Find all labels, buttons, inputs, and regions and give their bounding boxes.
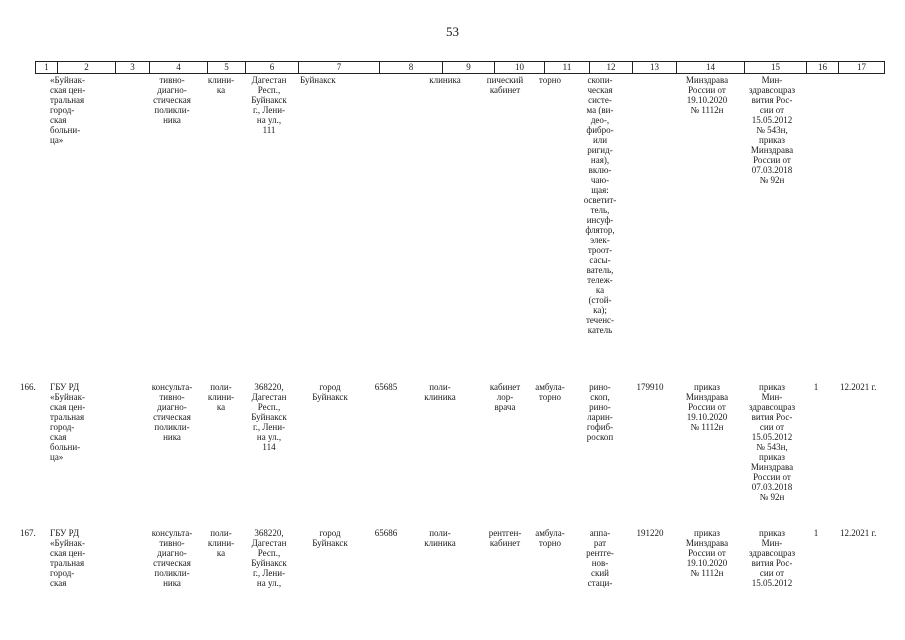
cell-unit: поли- клиника <box>424 528 456 548</box>
header-col-12: 12 <box>589 62 632 73</box>
cell-date: 12.2021 г. <box>840 528 877 538</box>
cell-organization: ГБУ РД «Буйнак- ская цен- тральная город- ская больни- ца» <box>50 382 86 462</box>
header-col-9: 9 <box>442 62 494 73</box>
cell-quantity: 1 <box>813 382 819 392</box>
cell-standard: Мин- здравсоцраз вития Рос- сии от 15.05.2012 № 543н, приказ Минздрава России от 07.03.2018 № 92н <box>748 75 796 185</box>
header-col-11: 11 <box>544 62 589 73</box>
header-col-16: 16 <box>806 62 838 73</box>
cell-cabinet: рентген- кабинет <box>488 528 522 548</box>
cell-organization: «Буйнак- ская цен- тральная город- ская больни- ца» <box>50 75 86 145</box>
header-col-2: 2 <box>57 62 115 73</box>
header-col-4: 4 <box>149 62 207 73</box>
cell-type: поли- клини- ка <box>207 528 235 558</box>
cell-city: Буйнакск <box>300 75 336 85</box>
cell-unit: клиника <box>429 75 461 85</box>
cell-mode: амбула- торно <box>535 528 565 548</box>
cell-price: 191220 <box>636 528 664 538</box>
header-col-10: 10 <box>494 62 544 73</box>
cell-mode: амбула- торно <box>535 382 565 402</box>
cell-address: Дагестан Респ., Буйнакск г., Лени- на ул., 111 <box>251 75 287 135</box>
cell-mode: торно <box>538 75 562 85</box>
table-header-row <box>35 61 885 74</box>
cell-code: 65686 <box>374 528 398 538</box>
cell-city: город Буйнакск <box>312 382 348 402</box>
cell-department: консульта- тивно- диагно- стическая поликли- ника <box>151 528 193 588</box>
cell-equipment: скопи- ческая систе- ма (ви- део-, фибро- или ригид- ная), вклю- чаю- щая: осветит- тель, инсуф- флятор, элек- троот- сасы- ватель, тележ- ка (стой- ка); теченс- катель <box>583 75 617 335</box>
cell-cabinet: пический кабинет <box>486 75 524 95</box>
row-number: 166. <box>20 382 36 392</box>
cell-cabinet: кабинет лор- врача <box>489 382 521 412</box>
cell-order: приказ Минздрава России от 19.10.2020 № 1112н <box>685 382 729 432</box>
cell-code: 65685 <box>374 382 398 392</box>
cell-address: 368220, Дагестан Респ., Буйнакск г., Лени- на ул., 114 <box>251 382 287 452</box>
cell-address: 368220, Дагестан Респ., Буйнакск г., Лени- на ул., <box>251 528 287 588</box>
header-col-6: 6 <box>245 62 298 73</box>
cell-department: консульта- тивно- диагно- стическая поликли- ника <box>151 382 193 442</box>
cell-city: город Буйнакск <box>312 528 348 548</box>
header-col-7: 7 <box>298 62 379 73</box>
header-col-17: 17 <box>838 62 885 73</box>
header-col-8: 8 <box>379 62 442 73</box>
cell-price: 179910 <box>636 382 664 392</box>
header-col-13: 13 <box>632 62 676 73</box>
page-number: 53 <box>446 24 459 39</box>
cell-unit: поли- клиника <box>424 382 456 402</box>
header-col-15: 15 <box>744 62 806 73</box>
cell-organization: ГБУ РД «Буйнак- ская цен- тральная город- ская <box>50 528 86 588</box>
cell-type: поли- клини- ка <box>207 382 235 412</box>
cell-order: приказ Минздрава России от 19.10.2020 № 1112н <box>685 528 729 578</box>
cell-date: 12.2021 г. <box>840 382 877 392</box>
cell-equipment: аппа- рат рентге- нов- ский стаци- <box>586 528 614 588</box>
cell-department: тивно- диагно- стическая поликли- ника <box>153 75 191 125</box>
cell-type: клини- ка <box>207 75 235 95</box>
header-col-14: 14 <box>676 62 744 73</box>
header-col-3: 3 <box>115 62 149 73</box>
cell-standard: приказ Мин- здравсоцраз вития Рос- сии от 15.05.2012 № 543н, приказ Минздрава России от 07.03.2018 № 92н <box>748 382 796 502</box>
cell-order: Минздрава России от 19.10.2020 № 1112н <box>685 75 729 115</box>
cell-quantity: 1 <box>813 528 819 538</box>
cell-standard: приказ Мин- здравсоцраз вития Рос- сии от 15.05.2012 <box>748 528 796 588</box>
row-number: 167. <box>20 528 36 538</box>
header-col-1: 1 <box>35 62 57 73</box>
cell-equipment: рино- скоп, рино- ларин- гофиб- роскоп <box>586 382 614 442</box>
header-col-5: 5 <box>207 62 245 73</box>
